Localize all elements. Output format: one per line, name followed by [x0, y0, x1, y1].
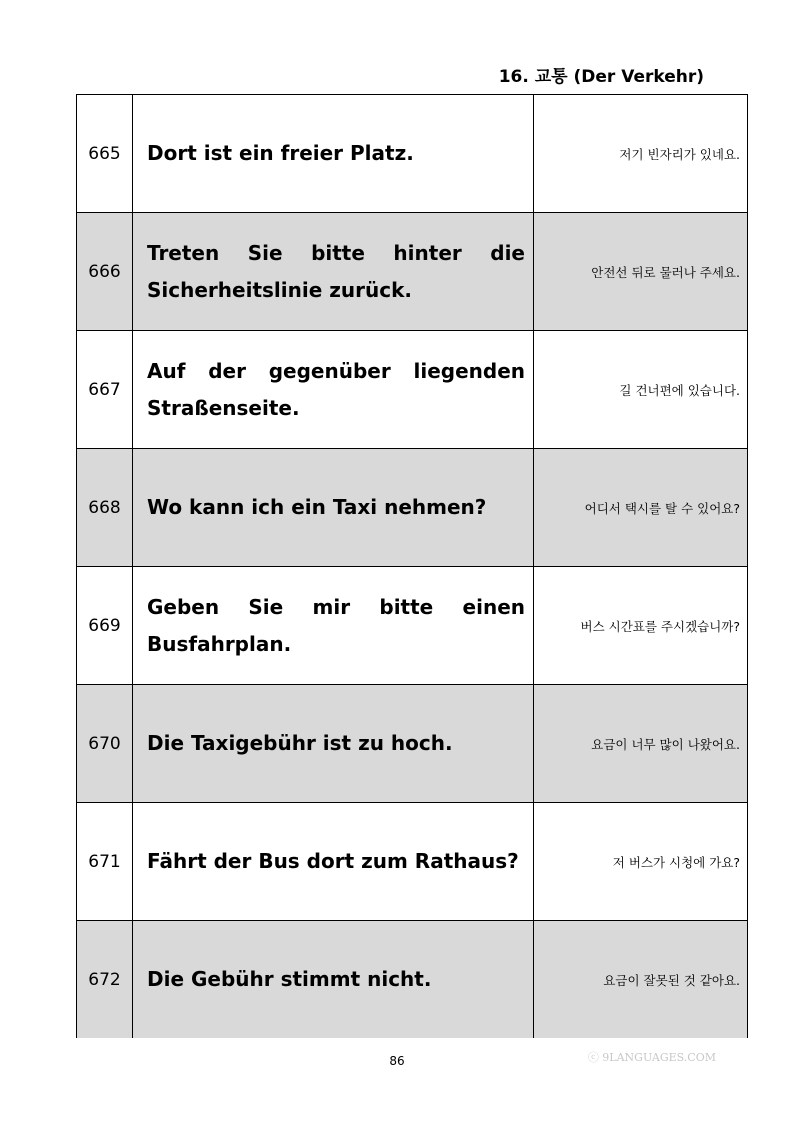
korean-translation: 요금이 너무 많이 나왔어요.: [534, 685, 748, 803]
korean-translation: 버스 시간표를 주시겠습니까?: [534, 567, 748, 685]
korean-translation: 저 버스가 시청에 가요?: [534, 803, 748, 921]
phrase-table: [76, 94, 748, 1038]
korean-translation: 안전선 뒤로 물러나 주세요.: [534, 213, 748, 331]
phrase-number: 667: [77, 331, 133, 449]
phrase-number: 668: [77, 449, 133, 567]
phrase-number: 669: [77, 567, 133, 685]
german-phrase: Dort ist ein freier Platz.: [133, 95, 534, 213]
german-phrase: Wo kann ich ein Taxi nehmen?: [133, 449, 534, 567]
table-row: [77, 567, 748, 685]
german-phrase: Die Gebühr stimmt nicht.: [133, 921, 534, 1039]
phrase-number: 670: [77, 685, 133, 803]
german-phrase: Geben Sie mir bitte einen Busfahrplan.: [133, 567, 534, 685]
phrase-number: 671: [77, 803, 133, 921]
table-row: [77, 449, 748, 567]
chapter-title: 16. 교통 (Der Verkehr): [498, 67, 704, 87]
table-row: [77, 331, 748, 449]
phrase-number: 665: [77, 95, 133, 213]
german-phrase: Auf der gegenüber liegenden Straßenseite.: [133, 331, 534, 449]
phrase-number: 672: [77, 921, 133, 1039]
korean-translation: 어디서 택시를 탈 수 있어요?: [534, 449, 748, 567]
table-row: [77, 803, 748, 921]
german-phrase: Fährt der Bus dort zum Rathaus?: [133, 803, 534, 921]
table-row: [77, 685, 748, 803]
german-phrase: Treten Sie bitte hinter die Sicherheitslinie zurück.: [133, 213, 534, 331]
korean-translation: 저기 빈자리가 있네요.: [534, 95, 748, 213]
german-phrase: Die Taxigebühr ist zu hoch.: [133, 685, 534, 803]
korean-translation: 길 건너편에 있습니다.: [534, 331, 748, 449]
phrase-number: 666: [77, 213, 133, 331]
page-number: 86: [389, 1054, 405, 1068]
table-row: [77, 95, 748, 213]
table-row: [77, 921, 748, 1039]
korean-translation: 요금이 잘못된 것 같아요.: [534, 921, 748, 1039]
watermark: ⓒ 9LANGUAGES.COM: [587, 1051, 716, 1064]
table-row: [77, 213, 748, 331]
